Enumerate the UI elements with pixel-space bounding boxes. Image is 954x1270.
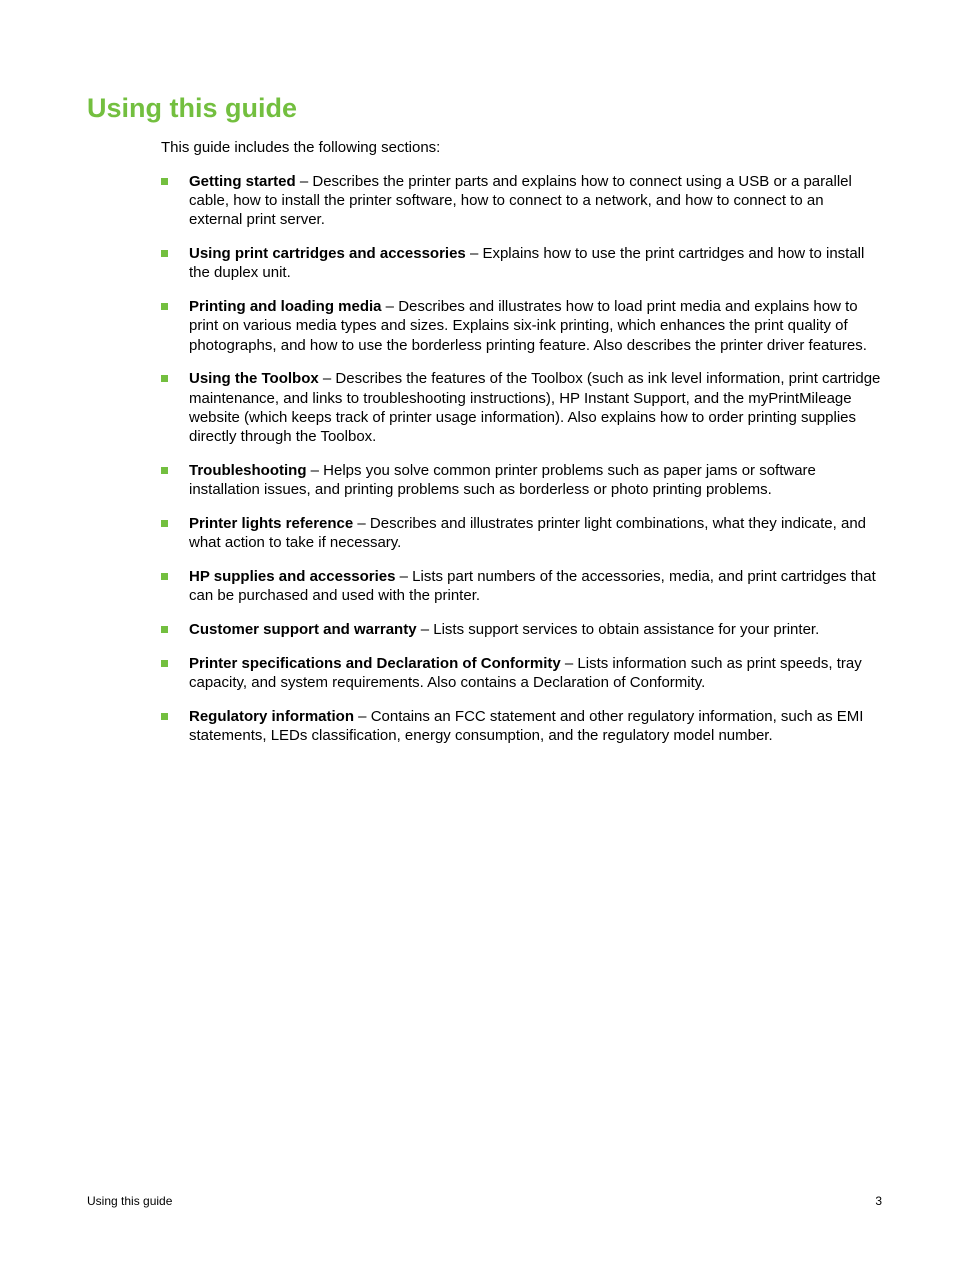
square-bullet-icon: [161, 660, 168, 667]
intro-text: This guide includes the following sections:: [161, 139, 441, 156]
list-item: [161, 369, 881, 446]
item-description: – Explains how to use the print cartridges and how to install the duplex unit.: [189, 245, 865, 282]
square-bullet-icon: [161, 713, 168, 720]
list-item: [161, 654, 881, 692]
list-item: [161, 707, 881, 745]
item-title: Using the Toolbox: [189, 370, 319, 388]
list-item: [161, 567, 881, 605]
item-title: Printer lights reference: [189, 514, 354, 532]
item-description: – Describes the printer parts and explains how to connect using a USB or a parallel cable, how to install the printer software, how to connect to a network, and how to connect to an external print server.: [189, 173, 852, 229]
item-title: HP supplies and accessories: [189, 567, 396, 585]
item-title: Getting started: [189, 173, 296, 190]
square-bullet-icon: [161, 467, 168, 474]
square-bullet-icon: [161, 520, 168, 527]
item-title: Printer specifications and Declaration of Conformity: [189, 654, 561, 672]
item-description: – Lists information such as print speeds, tray capacity, and system requirements. Also contains a Declaration of Conformity.: [189, 654, 862, 691]
list-item: [161, 244, 881, 282]
item-title: Printing and loading media: [189, 298, 382, 316]
page-title: Using this guide: [87, 93, 298, 123]
square-bullet-icon: [161, 626, 168, 633]
page-number: 3: [875, 1194, 882, 1208]
square-bullet-icon: [161, 178, 168, 185]
list-item: [161, 514, 881, 552]
square-bullet-icon: [161, 573, 168, 580]
list-item: [161, 461, 881, 499]
item-description: – Helps you solve common printer problems such as paper jams or software installation issues, and printing problems such as borderless or photo printing problems.: [189, 461, 816, 499]
list-item: [161, 172, 881, 230]
item-title: Using print cartridges and accessories: [189, 245, 466, 263]
item-title: Regulatory information: [189, 707, 355, 725]
list-item: [161, 620, 881, 639]
item-title: Troubleshooting: [189, 461, 307, 479]
sections-list: [161, 172, 881, 760]
square-bullet-icon: [161, 250, 168, 257]
item-description: – Contains an FCC statement and other regulatory information, such as EMI statements, LEDs classification, energy consumption, and the regulatory model number.: [189, 707, 864, 744]
item-description: – Describes and illustrates how to load print media and explains how to print on various media types and sizes. Explains six-ink printing, which enhances the print quality of photographs, and how to use the borderless printing feature. Also describes the printer driver features.: [189, 298, 867, 354]
item-description: – Describes the features of the Toolbox (such as ink level information, print cartridge maintenance, and links to troubleshooting instructions), HP Instant Support, and the myPrintMileage website (which keeps track of printer usage information). Also explains how to order printing supplies directly through the Toolbox.: [189, 370, 881, 446]
item-title: Customer support and warranty: [189, 620, 417, 638]
square-bullet-icon: [161, 375, 168, 382]
footer-section-title: Using this guide: [87, 1194, 173, 1208]
item-description: – Describes and illustrates printer light combinations, what they indicate, and what action to take if necessary.: [189, 514, 867, 552]
item-description: – Lists support services to obtain assistance for your printer.: [416, 620, 820, 638]
square-bullet-icon: [161, 303, 168, 310]
list-item: [161, 297, 881, 355]
item-description: – Lists part numbers of the accessories, media, and print cartridges that can be purchased and used with the printer.: [189, 567, 876, 605]
